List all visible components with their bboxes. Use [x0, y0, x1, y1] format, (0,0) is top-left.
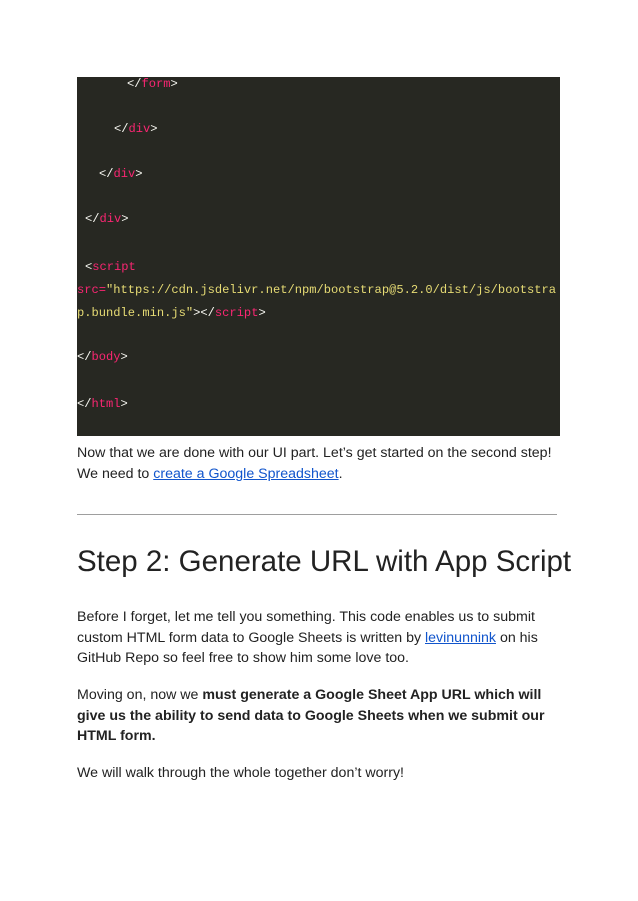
- code-punct: >: [120, 397, 128, 411]
- code-string: "https://cdn.jsdelivr.net/npm/bootstrap@5.2.0/dist/js/bootstra: [106, 283, 556, 297]
- code-punct: </: [77, 397, 92, 411]
- code-string: p.bundle.min.js": [77, 306, 194, 320]
- closing-paragraph: We will walk through the whole together don’t worry!: [77, 765, 404, 781]
- code-punct: >: [150, 122, 158, 136]
- code-punct: </: [85, 212, 100, 226]
- code-punct: </: [99, 167, 114, 181]
- code-tag: script: [92, 260, 136, 274]
- code-line: [77, 283, 556, 297]
- intro-paragraph: [77, 443, 562, 484]
- code-line: [99, 167, 143, 181]
- code-punct: >: [121, 212, 129, 226]
- credit-paragraph: [77, 607, 562, 669]
- code-line: [77, 397, 128, 411]
- code-punct: >: [135, 167, 143, 181]
- code-tag: body: [91, 350, 121, 364]
- author-link[interactable]: levinunnink: [425, 629, 496, 646]
- code-punct: <: [85, 260, 93, 274]
- code-punct: >: [120, 350, 128, 364]
- code-line: [77, 306, 266, 320]
- code-tag: div: [113, 167, 136, 181]
- code-tag: div: [99, 212, 122, 226]
- spreadsheet-link[interactable]: create a Google Spreadsheet: [153, 465, 339, 482]
- code-block: [77, 77, 560, 436]
- instruction-paragraph: [77, 685, 562, 747]
- code-tag: html: [91, 397, 121, 411]
- code-punct: </: [114, 122, 129, 136]
- instruction-bold-text: must generate a Google Sheet App URL which will give us the ability to send data to Google Sheets when we submit our HTML form.: [77, 687, 545, 744]
- intro-text-end: .: [338, 465, 343, 482]
- horizontal-divider: [77, 514, 557, 515]
- credit-text: Before I forget, let me tell you something. This code enables us to submit custom HTML form data to Google Sheets is written by: [77, 609, 535, 646]
- code-punct: </: [127, 77, 142, 91]
- instruction-text: Moving on, now we: [77, 687, 203, 703]
- code-tag: script: [214, 306, 259, 320]
- code-punct: >: [170, 77, 178, 91]
- code-punct: </: [77, 350, 92, 364]
- code-tag: form: [141, 77, 171, 91]
- code-punct: ></: [193, 306, 215, 320]
- intro-text: Now that we are done with our UI part. Let’s get started on the second step! We need to: [77, 445, 552, 482]
- code-attr: src=: [77, 283, 107, 297]
- code-line: [85, 260, 136, 274]
- code-line: [114, 122, 158, 136]
- code-line: [127, 77, 178, 91]
- code-punct: >: [258, 306, 266, 320]
- code-tag: div: [128, 122, 151, 136]
- section-heading: Step 2: Generate URL with App Script: [77, 545, 572, 578]
- credit-text-end: on his GitHub Repo so feel free to show him some love too.: [77, 629, 538, 666]
- code-line: [77, 350, 128, 364]
- code-line: [85, 212, 129, 226]
